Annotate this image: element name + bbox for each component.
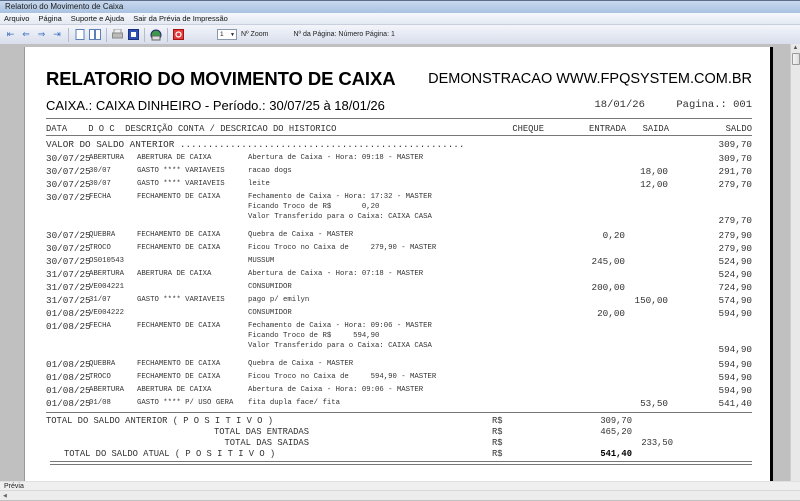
row-conta: FECHAMENTO DE CAIXA — [137, 373, 221, 381]
divider — [50, 464, 752, 465]
row-date: 30/07/25 — [46, 153, 91, 164]
row-saldo: 279,90 — [718, 243, 752, 254]
divider — [46, 135, 752, 136]
row-conta: FECHAMENTO DE CAIXA — [137, 193, 221, 201]
print-setup-icon[interactable] — [127, 28, 140, 41]
row-conta: GASTO **** VARIAVEIS — [137, 296, 225, 304]
row-doc: OS010543 — [89, 257, 125, 265]
print-icon[interactable] — [111, 28, 124, 41]
col-header-saldo: SALDO — [725, 124, 752, 134]
status-bar: Prévia — [0, 481, 800, 490]
table-row — [46, 256, 752, 269]
horizontal-scrollbar[interactable] — [0, 490, 800, 500]
toolbar — [0, 24, 800, 44]
row-saida: 53,50 — [640, 398, 668, 409]
row-date: 01/08/25 — [46, 372, 91, 383]
row-conta: FECHAMENTO DE CAIXA — [137, 322, 221, 330]
scroll-thumb[interactable] — [792, 53, 800, 65]
row-historico: Ficando Troco de R$ 594,90 — [248, 332, 380, 340]
row-date: 30/07/25 — [46, 166, 91, 177]
row-historico: Valor Transferido para o Caixa: CAIXA CASA — [248, 213, 432, 221]
report-title: RELATORIO DO MOVIMENTO DE CAIXA — [46, 68, 396, 89]
row-historico: MUSSUM — [248, 257, 275, 265]
menu-pagina[interactable]: Página — [38, 14, 62, 23]
row-date: 31/07/25 — [46, 295, 91, 306]
page-number-label: Nº da Página: Número Página: 1 — [293, 31, 395, 38]
table-row — [46, 166, 752, 179]
row-conta: FECHAMENTO DE CAIXA — [137, 244, 221, 252]
row-historico: Abertura de Caixa - Hora: 09:18 - MASTER — [248, 154, 424, 162]
toolbar-separator — [144, 28, 145, 42]
zoom-value: 1 — [220, 31, 224, 38]
divider — [46, 118, 752, 119]
total-row — [46, 427, 752, 437]
row-saldo: 594,90 — [718, 308, 752, 319]
row-doc: TROCO — [89, 244, 111, 252]
total-label: TOTAL DAS ENTRADAS — [213, 427, 309, 437]
next-page-icon[interactable]: ⇒ — [37, 29, 46, 39]
total-currency: R$ — [492, 449, 503, 459]
row-date: 01/08/25 — [46, 398, 91, 409]
row-doc: VE004222 — [89, 309, 125, 317]
row-saldo: 279,70 — [718, 215, 752, 226]
row-doc: QUEBRA — [89, 231, 116, 239]
row-conta: GASTO **** P/ USO GERA — [137, 399, 234, 407]
total-label: TOTAL DO SALDO ATUAL ( P O S I T I V O ) — [64, 449, 276, 459]
total-row — [46, 438, 752, 448]
row-historico: Ficando Troco de R$ 0,20 — [248, 203, 380, 211]
row-saldo: 279,90 — [718, 230, 752, 241]
prev-page-icon[interactable]: ⇐ — [22, 29, 30, 39]
row-doc: FECHA — [89, 193, 111, 201]
row-date: 30/07/25 — [46, 256, 91, 267]
row-conta: FECHAMENTO DE CAIXA — [137, 360, 221, 368]
row-saida: 12,00 — [640, 179, 668, 190]
total-entrada: 465,20 — [600, 427, 632, 437]
row-doc: QUEBRA — [89, 360, 116, 368]
row-entrada: 0,20 — [602, 230, 625, 241]
row-doc: FECHA — [89, 322, 111, 330]
row-historico: Fechamento de Caixa - Hora: 09:06 - MASTER — [248, 322, 432, 330]
row-historico: Abertura de Caixa - Hora: 07:18 - MASTER — [248, 270, 424, 278]
row-conta: ABERTURA DE CAIXA — [137, 154, 212, 162]
chevron-down-icon: ▼ — [230, 31, 235, 38]
table-row — [46, 308, 752, 321]
row-date: 31/07/25 — [46, 269, 91, 280]
row-date: 30/07/25 — [46, 192, 91, 203]
two-page-icon[interactable] — [89, 28, 102, 41]
row-historico: racao dogs — [248, 167, 292, 175]
row-date: 30/07/25 — [46, 179, 91, 190]
table-row — [46, 372, 752, 385]
row-conta: GASTO **** VARIAVEIS — [137, 167, 225, 175]
row-date: 01/08/25 — [46, 359, 91, 370]
row-saldo: 724,90 — [718, 282, 752, 293]
row-date: 01/08/25 — [46, 308, 91, 319]
table-row — [46, 230, 752, 243]
row-saldo: 524,90 — [718, 269, 752, 280]
row-doc: ABERTURA — [89, 154, 125, 162]
total-label: TOTAL DAS SAIDAS — [224, 438, 309, 448]
row-historico: CONSUMIDOR — [248, 309, 292, 317]
report-page — [24, 47, 773, 481]
row-conta: ABERTURA DE CAIXA — [137, 270, 212, 278]
row-historico: Valor Transferido para o Caixa: CAIXA CASA — [248, 342, 432, 350]
row-historico: Abertura de Caixa - Hora: 09:06 - MASTER — [248, 386, 424, 394]
zoom-label: Nº Zoom — [241, 31, 269, 38]
row-date: 30/07/25 — [46, 230, 91, 241]
table-row — [46, 295, 752, 308]
row-entrada: 245,00 — [591, 256, 625, 267]
row-doc: 31/07 — [89, 296, 111, 304]
divider — [46, 412, 752, 413]
row-doc: VE004221 — [89, 283, 125, 291]
row-saldo: 524,90 — [718, 256, 752, 267]
table-row — [46, 269, 752, 282]
total-label: TOTAL DO SALDO ANTERIOR ( P O S I T I V O ) — [46, 416, 273, 426]
row-historico: leite — [248, 180, 270, 188]
row-historico: fita dupla face/ fita — [248, 399, 340, 407]
toolbar-separator — [167, 28, 168, 42]
menu-arquivo[interactable]: Arquivo — [4, 14, 30, 23]
table-row — [46, 282, 752, 295]
table-row — [46, 192, 752, 230]
col-header-left: DATA D O C DESCRIÇÃO CONTA / DESCRICAO DO HISTORICO — [46, 124, 337, 134]
zoom-select[interactable] — [217, 29, 237, 40]
row-historico: pago p/ emilyn — [248, 296, 310, 304]
row-conta: FECHAMENTO DE CAIXA — [137, 231, 221, 239]
row-conta: GASTO **** VARIAVEIS — [137, 180, 225, 188]
single-page-icon[interactable] — [73, 28, 86, 41]
vertical-scrollbar[interactable] — [790, 44, 800, 481]
row-saida: 18,00 — [640, 166, 668, 177]
scroll-up-icon[interactable]: ▲ — [792, 45, 799, 51]
row-saldo: 541,40 — [718, 398, 752, 409]
total-row — [46, 416, 752, 426]
row-saldo: 594,90 — [718, 372, 752, 383]
row-historico: Quebra de Caixa - MASTER — [248, 231, 354, 239]
table-row — [46, 398, 752, 411]
table-row — [46, 153, 752, 166]
report-site: DEMONSTRACAO WWW.FPQSYSTEM.COM.BR — [428, 71, 752, 87]
last-page-icon[interactable]: ⇥ — [53, 29, 61, 39]
row-doc: 30/07 — [89, 167, 111, 175]
row-date: 30/07/25 — [46, 243, 91, 254]
row-doc: ABERTURA — [89, 270, 125, 278]
row-date: 01/08/25 — [46, 321, 91, 332]
row-historico: Ficou Troco no Caixa de 279,90 - MASTER — [248, 244, 437, 252]
row-saldo: 309,70 — [718, 153, 752, 164]
row-conta: ABERTURA DE CAIXA — [137, 386, 212, 394]
row-historico: Ficou Troco no Caixa de 594,90 - MASTER — [248, 373, 437, 381]
col-header-cheque: CHEQUE — [512, 124, 544, 134]
total-saida: 233,50 — [641, 438, 673, 448]
total-row — [46, 449, 752, 459]
row-historico: Quebra de Caixa - MASTER — [248, 360, 354, 368]
total-entrada: 541,40 — [600, 449, 632, 459]
total-currency: R$ — [492, 416, 503, 426]
row-historico: CONSUMIDOR — [248, 283, 292, 291]
saldo-anterior-value: 309,70 — [718, 139, 752, 150]
row-date: 31/07/25 — [46, 282, 91, 293]
toolbar-separator — [68, 28, 69, 42]
row-doc: TROCO — [89, 373, 111, 381]
table-row — [46, 321, 752, 359]
table-row — [46, 243, 752, 256]
table-row — [46, 385, 752, 398]
row-doc: 01/08 — [89, 399, 111, 407]
row-saldo: 291,70 — [718, 166, 752, 177]
table-row — [46, 179, 752, 192]
total-currency: R$ — [492, 427, 503, 437]
menu-bar — [0, 13, 800, 24]
report-date-page: 18/01/26 Pagina.: 001 — [594, 99, 752, 111]
total-currency: R$ — [492, 438, 503, 448]
report-subtitle: CAIXA.: CAIXA DINHEIRO - Período.: 30/07/25 à 18/01/26 — [46, 98, 385, 113]
row-date: 01/08/25 — [46, 385, 91, 396]
table-row — [46, 359, 752, 372]
row-saldo: 594,90 — [718, 359, 752, 370]
saldo-anterior-label: VALOR DO SALDO ANTERIOR ................................................... — [46, 139, 465, 150]
row-entrada: 20,00 — [597, 308, 625, 319]
row-saida: 150,00 — [634, 295, 668, 306]
close-preview-icon[interactable] — [172, 28, 185, 41]
total-entrada: 309,70 — [600, 416, 632, 426]
preview-viewport — [0, 44, 790, 481]
row-doc: 30/07 — [89, 180, 111, 188]
col-header-saida: SAIDA — [642, 124, 669, 134]
row-entrada: 200,00 — [591, 282, 625, 293]
row-saldo: 279,70 — [718, 179, 752, 190]
export-icon[interactable] — [149, 28, 162, 41]
row-saldo: 594,90 — [718, 385, 752, 396]
first-page-icon[interactable]: ⇤ — [6, 29, 15, 39]
scroll-left-icon[interactable]: ◀ — [3, 493, 7, 499]
toolbar-separator — [106, 28, 107, 42]
col-header-entrada: ENTRADA — [589, 124, 626, 134]
row-doc: ABERTURA — [89, 386, 125, 394]
window-title: Relatorio do Movimento de Caixa — [0, 0, 800, 13]
row-saldo: 574,90 — [718, 295, 752, 306]
menu-suporte[interactable]: Suporte e Ajuda — [70, 14, 125, 23]
divider — [50, 461, 752, 462]
row-historico: Fechamento de Caixa - Hora: 17:32 - MASTER — [248, 193, 432, 201]
menu-sair-previa[interactable]: Sair da Prévia de Impressão — [133, 14, 228, 23]
row-saldo: 594,90 — [718, 344, 752, 355]
